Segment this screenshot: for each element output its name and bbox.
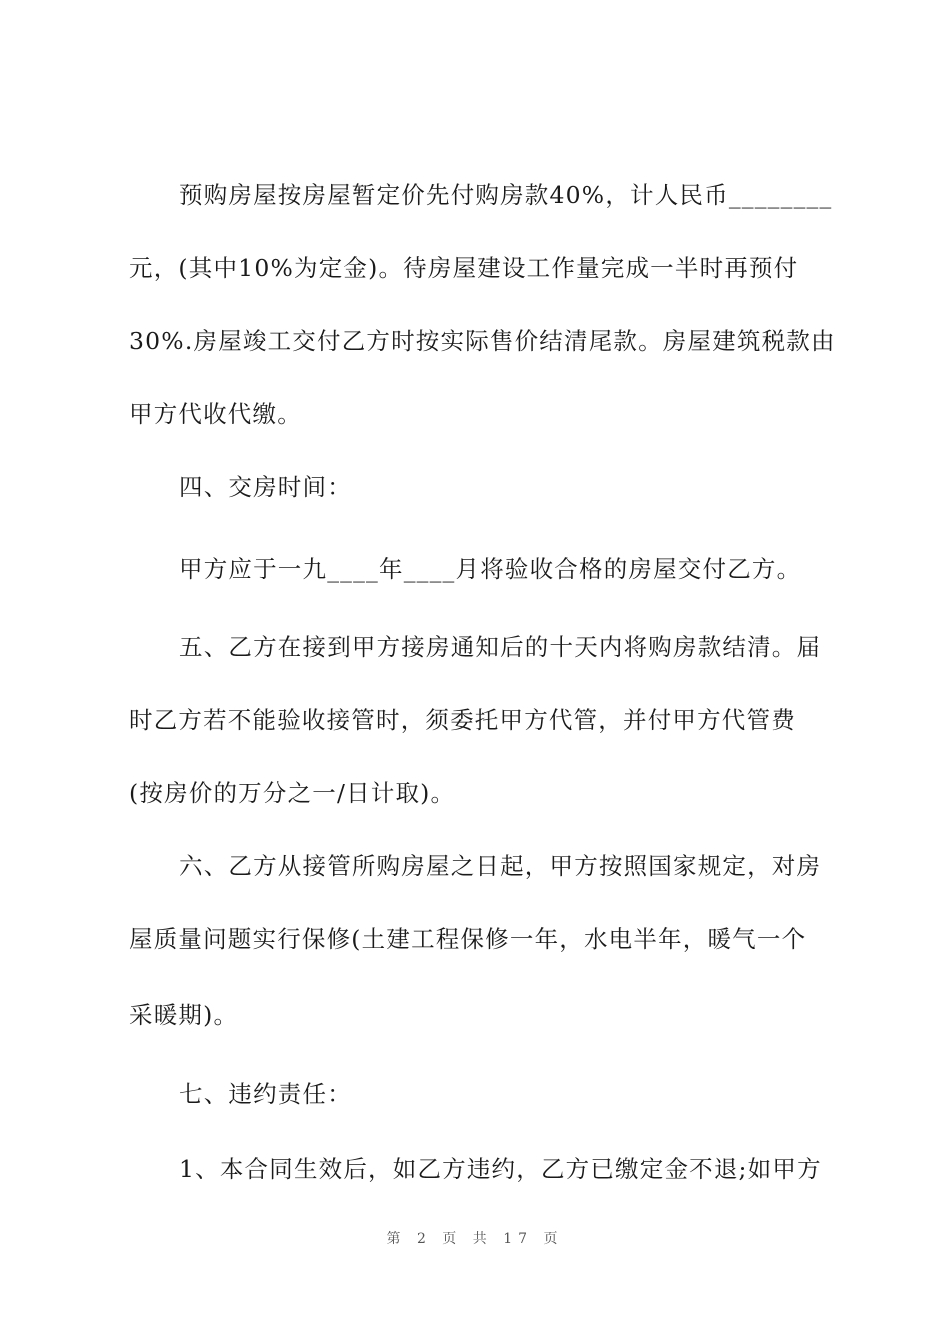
paragraph-line: 预购房屋按房屋暂定价先付购房款40%，计人民币________ bbox=[179, 181, 833, 209]
paragraph-line: 1、本合同生效后，如乙方违约，乙方已缴定金不退;如甲方 bbox=[179, 1155, 822, 1183]
section-heading: 七、违约责任： bbox=[179, 1080, 352, 1108]
paragraph-line: 甲方应于一九____年____月将验收合格的房屋交付乙方。 bbox=[179, 555, 802, 583]
section-heading: 五、乙方在接到甲方接房通知后的十天内将购房款结清。届 bbox=[179, 633, 822, 661]
paragraph-line: 屋质量问题实行保修(土建工程保修一年，水电半年，暖气一个 bbox=[129, 925, 807, 953]
paragraph-line: 甲方代收代缴。 bbox=[129, 400, 302, 428]
section-heading: 四、交房时间： bbox=[179, 473, 352, 501]
paragraph-line: 采暖期)。 bbox=[129, 1001, 239, 1029]
paragraph-line: 元，(其中10%为定金)。待房屋建设工作量完成一半时再预付 bbox=[129, 254, 799, 282]
paragraph-line: 时乙方若不能验收接管时，须委托甲方代管，并付甲方代管费 bbox=[129, 706, 796, 734]
paragraph-line: 30%.房屋竣工交付乙方时按实际售价结清尾款。房屋建筑税款由 bbox=[129, 327, 836, 355]
section-heading: 六、乙方从接管所购房屋之日起，甲方按照国家规定，对房 bbox=[179, 852, 822, 880]
paragraph-line: (按房价的万分之一/日计取)。 bbox=[129, 779, 456, 807]
page-number-footer: 第 2 页 共 17 页 bbox=[386, 1231, 564, 1247]
